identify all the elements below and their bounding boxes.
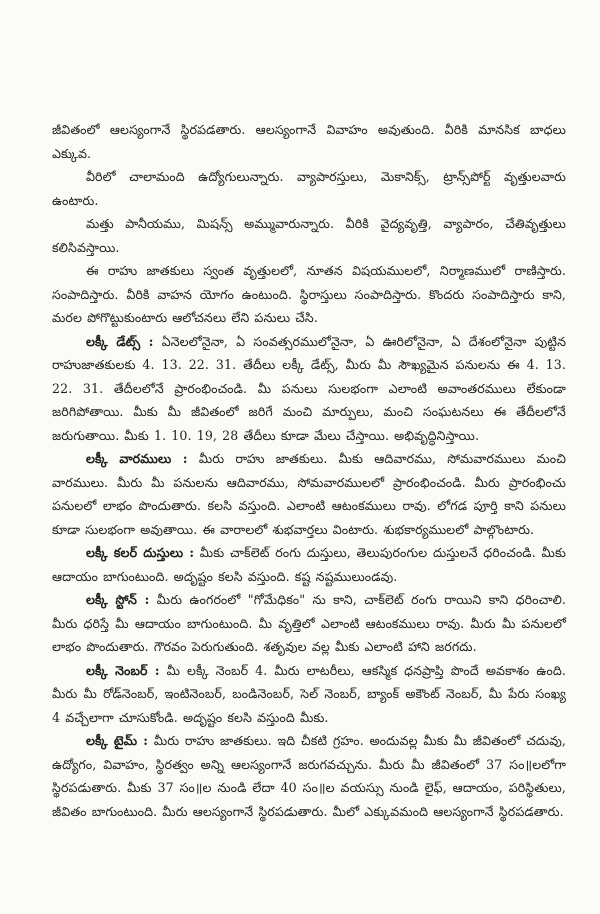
paragraph [52, 259, 566, 330]
paragraph [52, 212, 566, 259]
paragraph-text: వీరిలో చాలామంది ఉద్యోగులున్నారు. వ్యాపారస్తులు, మెకానిక్స్, ట్రాన్స్‌పోర్ట్ వృత్తులవారు ఉంటారు. [52, 169, 566, 208]
paragraph [52, 118, 566, 165]
paragraph [52, 165, 566, 212]
section-heading: లక్కీ నెంబర్ : [86, 662, 160, 678]
paragraph [52, 659, 566, 730]
paragraph-text: మీరు రాహు జాతకులు. మీకు ఆదివారము, సోమవారములు మంచి వారములు. మీరు మీ పనులను ఆదివారము, సోమవారములలో ప్రారంభించండి. మీరు ప్రారంభించు పనులలో లాభం పొందుతారు. కలసి వస్తుంది. ఎలాంటి ఆటంకములు రావు. లోగడ పూర్తి కాని పనులు కూడా సులభంగా అవుతాయి. ఈ వారాలలో శుభవార్తలు వింటారు. శుభకార్యములలో పాల్గొంటారు. [52, 451, 566, 537]
paragraph [52, 588, 566, 659]
paragraph-text: మత్తు పానీయము, మిషన్స్ అమ్మువారున్నారు. వీరికి వైద్యవృత్తి, వ్యాపారం, చేతివృత్తులు కలిసివస్తాయి. [52, 216, 566, 255]
paragraph-text: ఈ రాహు జాతకులు స్వంత వృత్తులలో, నూతన విషయములలో, నిర్మాణములో రాణిస్తారు. సంపాదిస్తారు. వీరికి వాహన యోగం ఉంటుంది. స్థిరాస్తులు సంపాదిస్తారు. కొందరు సంపాదిస్తారు కాని, మరల పోగొట్టుకుంటారు ఆలోచనలు లేని పనులు చేసి. [52, 263, 566, 325]
body-text [52, 118, 566, 823]
paragraph-text: మీ లక్కీ నెంబర్ 4. మీరు లాటరీలు, ఆకస్మిక ధనప్రాప్తి పొందే అవకాశం ఉంది. మీరు మీ రోడ్‌నెంబర్, ఇంటినెంబర్, బండినెంబర్, సెల్ నెంబర్, బ్యాంక్ అకౌంట్ నెంబర్, మీ పేరు సంఖ్య 4 వచ్చేలాగా చూసుకోండి. అదృష్టం కలసి వస్తుంది మీకు. [52, 662, 566, 725]
paragraph-text: మీకు చాక్‌లెట్ రంగు దుస్తులు, తెలుపురంగుల దుస్తులనే ధరించండి. మీకు ఆదాయం బాగుంటుంది. అదృష్టం కలసి వస్తుంది. కష్ట నష్టములుండవు. [52, 545, 566, 584]
section-heading: లక్కీ స్టోన్ : [86, 592, 150, 607]
paragraph-text: మీరు ఉంగరంలో "గోమేధికం" ను కాని, చాక్‌లెట్ రంగు రాయిని కాని ధరించాలి. మీరు ధరిస్తే మీ ఆదాయం బాగుంటుంది. మీ వృత్తిలో ఎలాంటి ఆటంకములు రావు. మీరు మీ పనులలో లాభం పొందుతారు. గౌరవం పెరుగుతుంది. శతృవుల వల్ల మీకు ఎలాంటి హాని జరగదు. [52, 592, 566, 654]
paragraph-text: మీరు రాహు జాతకులు. ఇది చీకటి గ్రహం. అందువల్ల మీకు మీ జీవితంలో చదువు, ఉద్యోగం, వివాహం, స్థిరత్వం అన్ని ఆలస్యంగానే జరుగవచ్చును. మీరు మీ జీవితంలో 37 సం॥లలోగా స్థిరపడుతారు. మీకు 37 సం॥ల నుండి లేదా 40 సం॥ల వయస్సు నుండి లైఫ్, ఆదాయం, పరిస్థితులు, జీవితం బాగుంటుంది. మీరు ఆలస్యంగానే స్థిరపడుతారు. మీలో ఎక్కువమంది ఆలస్యంగానే స్థిరపడతారు. [52, 733, 566, 819]
paragraph-text: జీవితంలో ఆలస్యంగానే స్థిరపడతారు. ఆలస్యంగానే వివాహం అవుతుంది. వీరికి మానసిక బాధలు ఎక్కువ. [52, 122, 566, 161]
paragraph [52, 541, 566, 588]
paragraph [52, 729, 566, 823]
section-heading: లక్కీ వారములు : [86, 451, 188, 466]
paragraph-text: ఏనెలలోనైనా, ఏ సంవత్సరములోనైనా, ఏ ఊరిలోనైనా, ఏ దేశంలోనైనా పుట్టిన రాహుజాతకులకు 4. 13. 22. 31. తేదీలు లక్కీ డేట్స్, మీరు మీ సౌఖ్యమైన పనులను ఈ 4. 13. 22. 31. తేదీలలోనే ప్రారంభించండి. మీ పనులు సులభంగా ఎలాంటి అవాంతరములు లేకుండా జరిగిపోతాయి. మీకు మీ జీవితంలో జరిగే మంచి మార్పులు, మంచి సంఘటనలు ఈ తేదీలలోనే జరుగుతాయి. మీకు 1. 10. 19, 28 తేదీలు కూడా మేలు చేస్తాయి. అభివృద్ధినిస్తాయి. [52, 333, 567, 443]
section-heading: లక్కీ టైమ్ : [86, 733, 149, 748]
paragraph [52, 330, 566, 448]
section-heading: లక్కీ డేట్స్ : [86, 333, 154, 349]
section-heading: లక్కీ కలర్ దుస్తులు : [86, 545, 195, 560]
paragraph [52, 447, 566, 541]
